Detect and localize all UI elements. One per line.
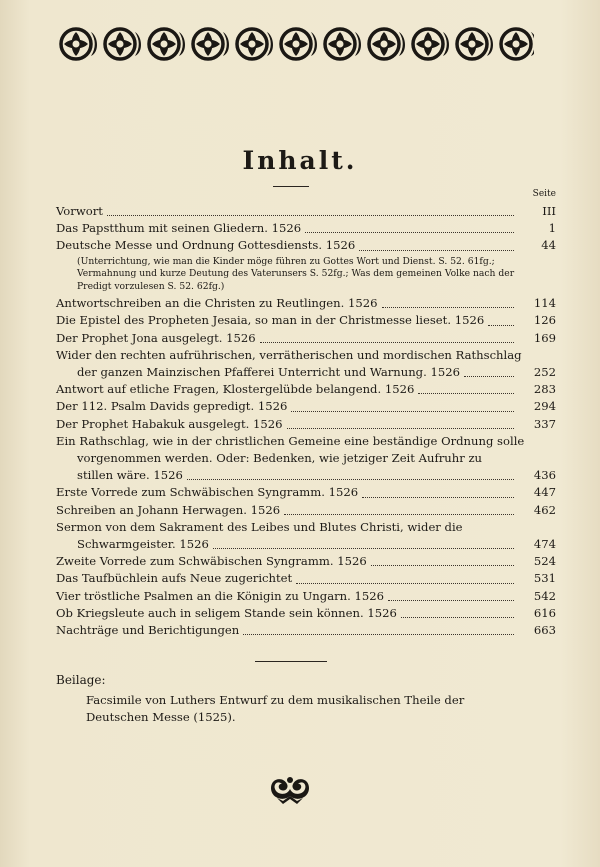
entry-title: Vorwort: [56, 204, 103, 218]
toc-entry: [56, 312, 556, 329]
entry-title-line: vorgenommen werden. Oder: Bedenken, wie jetziger Zeit Aufruhr zu: [77, 450, 483, 465]
entry-page: 447: [533, 485, 556, 500]
entry-title-line: Ein Rathschlag, wie in der christlichen Gemeine eine beständige Ordnung solle: [56, 433, 525, 448]
entry-page: 1: [548, 221, 556, 236]
toc-entry: [56, 416, 556, 433]
entry-page: 114: [533, 296, 556, 311]
entry-page: 524: [533, 554, 556, 569]
entry-page: 462: [533, 502, 556, 517]
entry-title: Zweite Vorrede zum Schwäbischen Syngramm. 1526: [56, 554, 367, 569]
entry-page: 337: [533, 416, 556, 431]
toc-entry: [56, 381, 556, 398]
entry-page: 436: [533, 468, 556, 483]
entry-page: 663: [533, 622, 556, 637]
table-of-contents: [56, 203, 556, 639]
section-divider: [255, 661, 327, 662]
toc-entry: [56, 484, 556, 501]
entry-title: Die Epistel des Propheten Jesaia, so man in der Christmesse lieset. 1526: [56, 313, 485, 328]
entry-title: Das Papstthum mit seinen Gliedern. 1526: [56, 221, 302, 236]
entry-page: 616: [533, 605, 556, 620]
entry-title: Antwortschreiben an die Christen zu Reutlingen. 1526: [56, 296, 378, 311]
entry-title: Nachträge und Berichtigungen: [56, 622, 240, 637]
entry-title: Der Prophet Jona ausgelegt. 1526: [56, 330, 256, 345]
entry-title-line: Sermon von dem Sakrament des Leibes und Blutes Christi, wider die: [56, 519, 463, 534]
entry-title: Schreiben an Johann Herwagen. 1526: [56, 502, 281, 517]
entry-page: 474: [533, 536, 556, 551]
page-title: Inhalt.: [242, 146, 358, 175]
entry-page: III: [542, 204, 556, 218]
toc-entry: [56, 553, 556, 570]
toc-entry: [56, 570, 556, 587]
entry-title-line: Wider den rechten aufrührischen, verrätherischen und mordischen Rathschlag: [56, 347, 522, 362]
toc-entry: [56, 237, 556, 254]
toc-entry: [56, 203, 556, 220]
floral-ornament-band: [56, 22, 534, 66]
toc-entry: [56, 519, 556, 553]
entry-page: 542: [533, 588, 556, 603]
toc-entry: [56, 622, 556, 639]
entry-note: (Unterrichtung, wie man die Kinder möge führen zu Gottes Wort und Dienst. S. 52. 61fg.; Vermahnung und kurze Deutung des Vaterunsers S. 52fg.; Was dem gemeinen Volke nach der Predigt vorzulesen S. 52. 62fg.): [77, 255, 515, 292]
entry-page: 283: [533, 382, 556, 397]
toc-entry: [56, 330, 556, 347]
beilage-text: Facsimile von Luthers Entwurf zu dem musikalischen Theile der Deutschen Messe (1525).: [86, 693, 465, 724]
entry-title-line: stillen wäre. 1526: [77, 468, 183, 483]
toc-entry: [56, 398, 556, 415]
entry-page: 252: [533, 364, 556, 379]
toc-entry: [56, 433, 556, 485]
entry-title: Vier tröstliche Psalmen an die Königin zu Ungarn. 1526: [56, 588, 384, 603]
entry-title-line: Schwarmgeister. 1526: [77, 536, 209, 551]
closing-ornament-icon: [267, 772, 313, 806]
page-column-label: Seite: [532, 189, 556, 199]
entry-page: 531: [533, 571, 556, 586]
toc-entry: [56, 588, 556, 605]
entry-title: Erste Vorrede zum Schwäbischen Syngramm. 1526: [56, 485, 359, 500]
entry-page: 44: [541, 238, 556, 253]
toc-entry: [56, 502, 556, 519]
entry-title: Deutsche Messe und Ordnung Gottesdiensts. 1526: [56, 238, 356, 253]
entry-title: Der Prophet Habakuk ausgelegt. 1526: [56, 416, 283, 431]
entry-page: 126: [533, 313, 556, 328]
entry-title: Antwort auf etliche Fragen, Klostergelübde belangend. 1526: [56, 382, 415, 397]
toc-entry: [56, 295, 556, 312]
title-divider: [273, 186, 309, 187]
entry-page: 294: [533, 399, 556, 414]
entry-title-line: der ganzen Mainzischen Pfafferei Unterricht und Warnung. 1526: [77, 364, 460, 379]
toc-entry: [56, 220, 556, 237]
toc-entry: [56, 347, 556, 381]
toc-entry: [56, 605, 556, 622]
beilage-heading: Beilage:: [56, 673, 106, 687]
entry-page: 169: [533, 330, 556, 345]
entry-title: Das Taufbüchlein aufs Neue zugerichtet: [56, 571, 293, 586]
entry-title: Ob Kriegsleute auch in seligem Stande sein können. 1526: [56, 605, 397, 620]
entry-title: Der 112. Psalm Davids gepredigt. 1526: [56, 399, 288, 414]
